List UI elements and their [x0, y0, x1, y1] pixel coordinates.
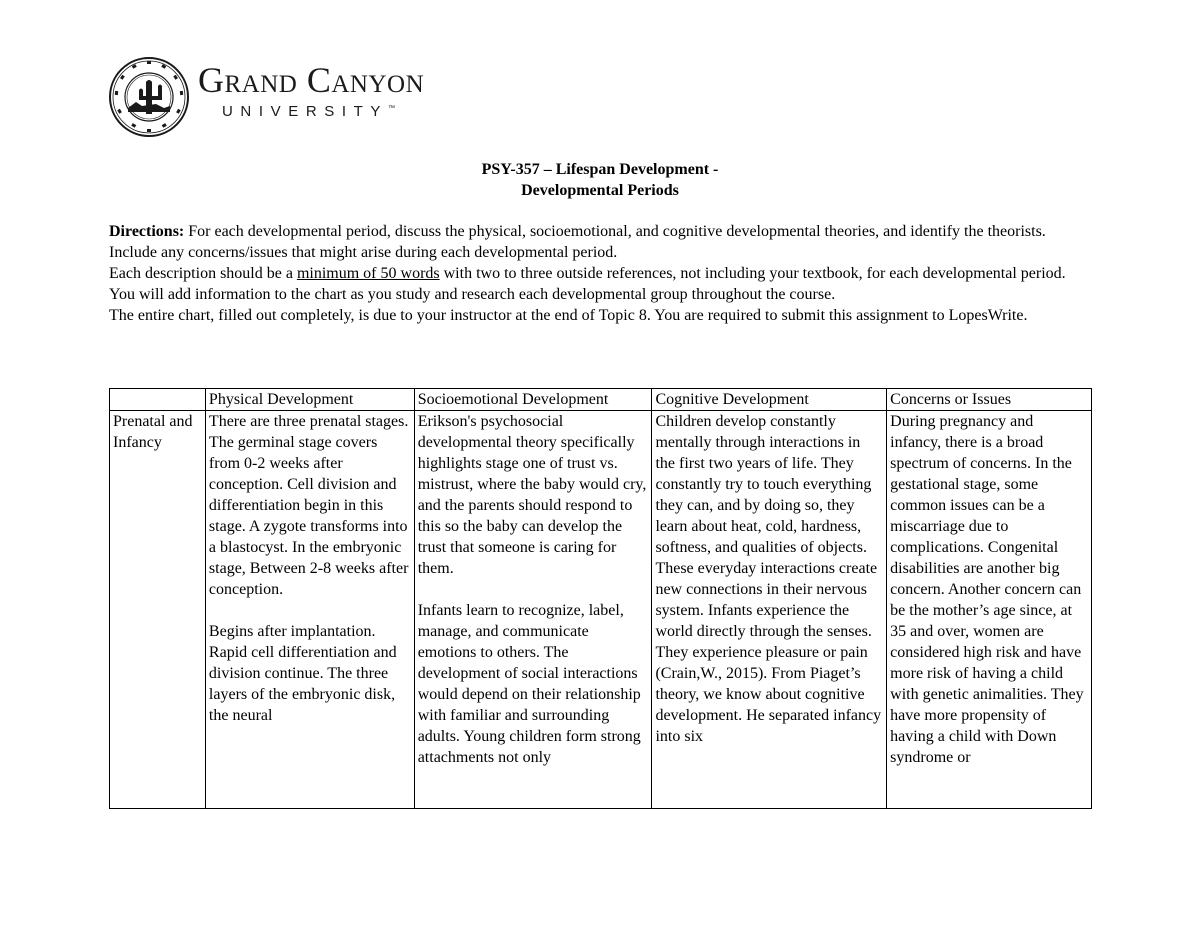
cognitive-cell: Children develop constantly mentally through interactions in the first two years of life. They constantly try to touch everything they can, and by doing so, they learn about heat, cold, hardness, softness, and qualities of objects. These everyday interactions create new connections in their nervous system. Infants experience the world directly through the senses. They experience pleasure or pain (Crain,W., 2015). From Piaget’s theory, we know about cognitive development. He separated infancy into six [652, 411, 887, 809]
logo-subtitle: UNIVERSITY™ [222, 102, 396, 120]
table-header-cell: Cognitive Development [652, 389, 887, 411]
table-header-row [110, 389, 1092, 411]
directions-paragraph-2: Each description should be a minimum of 50 words with two to three outside references, not including your textbook, for each developmental period. You will add information to the chart as you study and research each developmental group throughout the course. [109, 265, 1066, 303]
word-minimum: minimum of 50 words [296, 265, 440, 282]
directions-paragraph-1: Directions: For each developmental period, discuss the physical, socioemotional, and cognitive developmental theories, and identify the theorists. Include any concerns/issues that might arise during each developmental period. [109, 223, 1046, 261]
physical-cell: There are three prenatal stages. The germinal stage covers from 0-2 weeks after conception. Cell division and differentiation begin in this stage. A zygote transforms into a blastocyst. In the embryonic stage, Between 2-8 weeks after conception. Begins after implantation. Rapid cell differentiation and division continue. The three layers of the embryonic disk, the neural [205, 411, 414, 809]
table-header-cell: Socioemotional Development [414, 389, 652, 411]
table-header-cell [110, 389, 206, 411]
table-row [110, 411, 1092, 809]
directions-paragraph-3: The entire chart, filled out completely, is due to your instructor at the end of Topic 8. You are required to submit this assignment to LopesWrite. [109, 307, 1028, 324]
university-seal-icon [108, 56, 190, 138]
directions-label: Directions: [109, 223, 185, 240]
period-cell: Prenatal and Infancy [110, 411, 206, 809]
university-logo [108, 55, 424, 139]
concerns-cell: During pregnancy and infancy, there is a broad spectrum of concerns. In the gestational stage, some common issues can be a miscarriage due to complications. Congenital disabilities are another big concern. Another concern can be the mother’s age since, at 35 and over, women are considered high risk and have more risk of having a child with genetic animalities. They have more propensity of having a child with Down syndrome or [887, 411, 1092, 809]
socioemotional-cell: Erikson's psychosocial developmental theory specifically highlights stage one of trust vs. mistrust, where the baby would cry, and the parents should respond to this so the baby can develop the trust that someone is caring for them. Infants learn to recognize, label, manage, and communicate emotions to others. The development of social interactions would depend on their relationship with familiar and surrounding adults. Young children form strong attachments not only [414, 411, 652, 809]
table-header-cell: Physical Development [205, 389, 414, 411]
directions-block [109, 221, 1094, 326]
document-title: PSY-357 – Lifespan Development - [481, 161, 719, 178]
table-header-cell: Concerns or Issues [887, 389, 1092, 411]
developmental-chart-table [109, 388, 1092, 809]
document-subtitle: Developmental Periods [521, 182, 679, 199]
logo-wordmark: Grand Canyon [198, 59, 425, 100]
